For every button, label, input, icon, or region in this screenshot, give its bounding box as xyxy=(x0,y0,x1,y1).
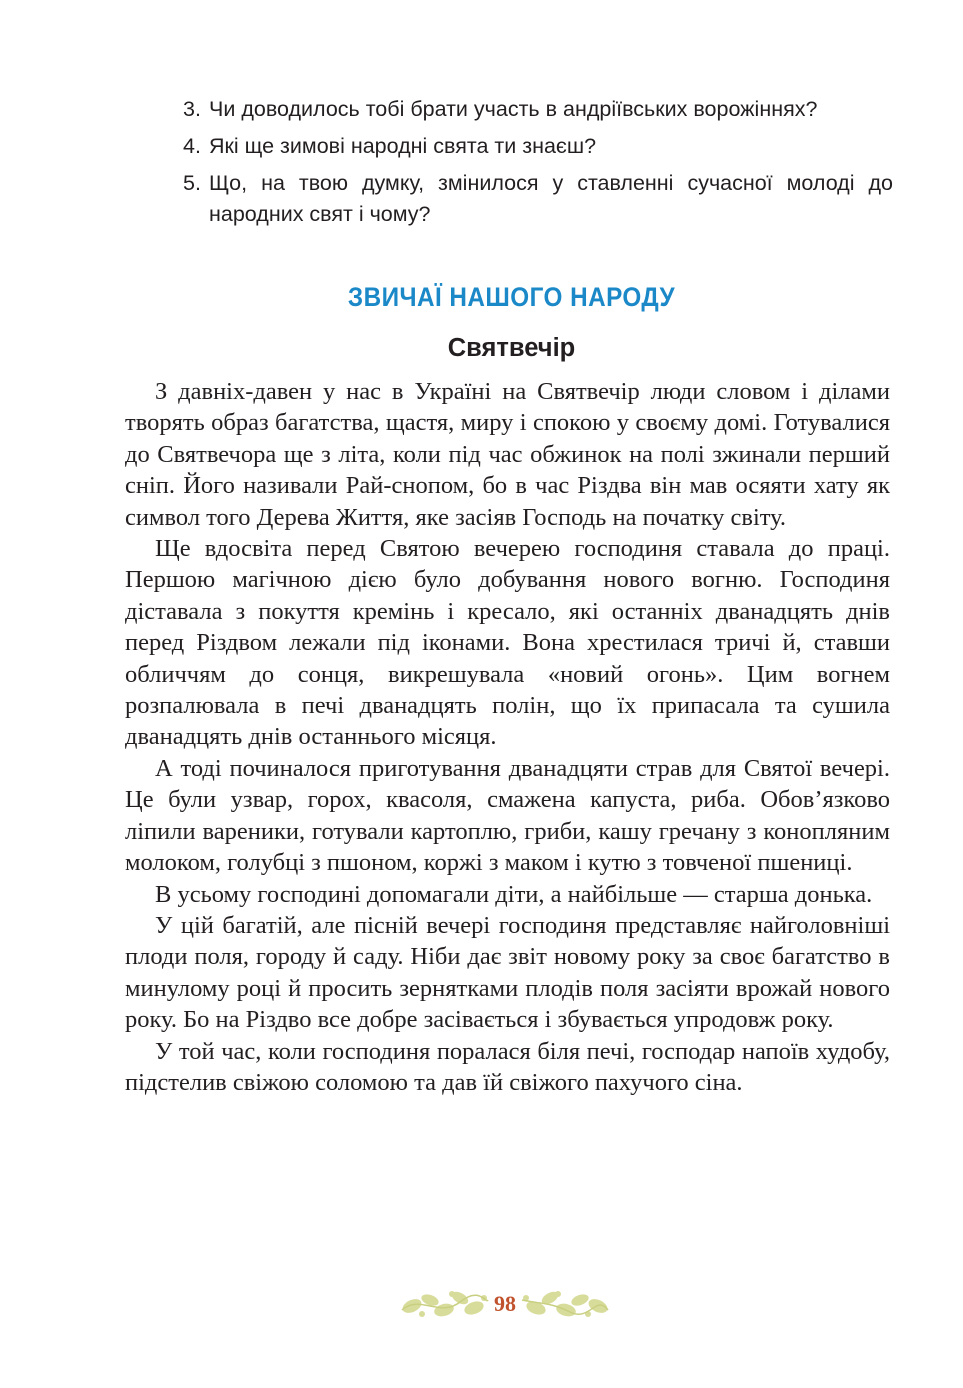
question-number: 5. xyxy=(183,171,201,195)
question-text: Чи доводилось тобі брати участь в андріївських ворожіннях? xyxy=(209,97,818,121)
question-item xyxy=(183,94,893,125)
paragraph: В усьому господині допомагали діти, а найбільше — старша донька. xyxy=(155,880,873,908)
question-text: Які ще зимові народні свята ти знаєш? xyxy=(209,134,597,158)
paragraph: А тоді починалося приготування дванадцяти страв для Святої вечері. Це були узвар, горох, квасоля, смажена капуста, риба. Обов’язково ліпили вареники, готували картоплю, гриби, кашу гречану з конопляним молоком, голубці з пшоном, коржі з маком і кутю з товченої пшениці. xyxy=(125,754,890,877)
floral-ornament-icon xyxy=(520,1284,610,1324)
page-footer xyxy=(400,1282,610,1326)
section-title: ЗВИЧАЇ НАШОГО НАРОДУ xyxy=(347,282,676,312)
article-title: Святвечір xyxy=(447,334,576,362)
review-questions xyxy=(183,94,893,236)
paragraph: У той час, коли господиня поралася біля печі, господар напоїв худобу, підстелив свіжою соломою та дав їй свіжого пахучого сіна. xyxy=(125,1037,890,1096)
question-number: 4. xyxy=(183,134,201,158)
paragraph: З давніх-давен у нас в Україні на Святвечір люди словом і ділами творять образ багатства, щастя, миру і спокою у своєму домі. Готувалися до Святвечора ще з літа, коли під час обжинок на полі зжинали перший сніп. Його називали Рай-снопом, бо в час Різдва він мав осяяти хату як символ того Дерева Життя, яке засіяв Господь на початку світу. xyxy=(125,378,890,531)
question-item xyxy=(183,168,893,230)
question-number: 3. xyxy=(183,97,201,121)
article-body xyxy=(125,376,890,1098)
floral-ornament-icon xyxy=(400,1284,490,1324)
paragraph: У цій багатій, але пісній вечері господиня представляє найголовніші плоди поля, городу й саду. Ніби дає звіт новому року за своє багатство в минулому році й просить зернятками плодів поля засіяти врожай нового року. Бо на Різдво все добре засівається і збувається упродовж року. xyxy=(125,911,890,1034)
page-number: 98 xyxy=(494,1291,516,1316)
paragraph: Ще вдосвіта перед Святою вечерею господиня ставала до праці. Першою магічною дією було добування нового вогню. Господиня діставала з покуття кремінь і кресало, які останніх дванадцять днів перед Різдвом лежали під іконами. Вона хрестилася тричі й, ставши обличчям до сонця, викрешувала «новий огонь». Цим вогнем розпалювала в печі дванадцять полін, що їх припасала та сушила дванадцять днів останнього місяця. xyxy=(125,535,890,751)
question-text: Що, на твою думку, змінилося у ставленні сучасної молоді до народних свят і чому? xyxy=(209,171,893,226)
question-item xyxy=(183,131,893,162)
